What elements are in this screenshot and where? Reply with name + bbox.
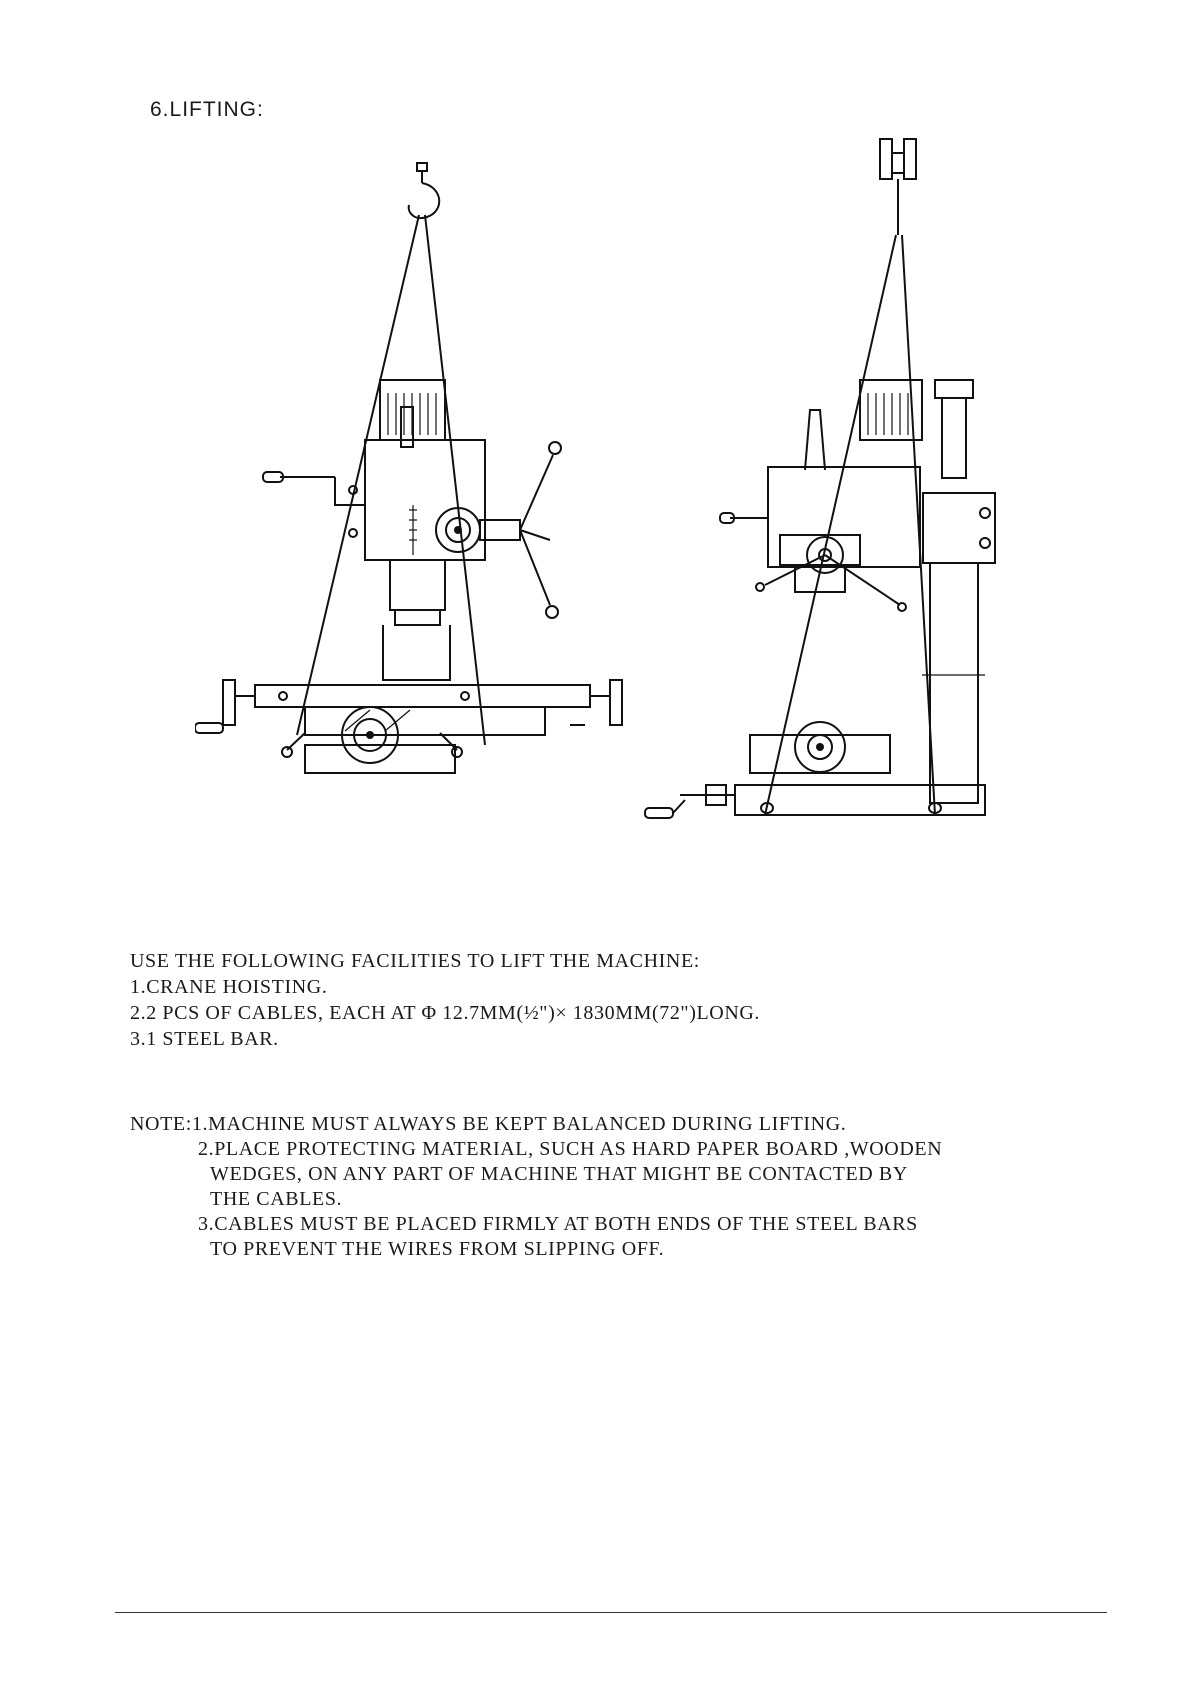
front-view-lifting-diagram	[195, 135, 625, 835]
lifting-notes	[130, 1112, 1130, 1262]
note-line: WEDGES, ON ANY PART OF MACHINE THAT MIGHT BE CONTACTED BY	[210, 1163, 908, 1185]
lifting-facilities	[130, 948, 1130, 1052]
side-view-lifting-diagram	[640, 135, 1030, 835]
footer-rule	[115, 1612, 1107, 1613]
note-line: TO PREVENT THE WIRES FROM SLIPPING OFF.	[210, 1238, 665, 1260]
facilities-heading: USE THE FOLLOWING FACILITIES TO LIFT THE MACHINE:	[130, 950, 700, 972]
note-line: 2.PLACE PROTECTING MATERIAL, SUCH AS HARD PAPER BOARD ,WOODEN	[198, 1138, 943, 1160]
note-line: THE CABLES.	[210, 1188, 343, 1210]
facility-item: 3.1 STEEL BAR.	[130, 1028, 279, 1050]
note-line: 3.CABLES MUST BE PLACED FIRMLY AT BOTH ENDS OF THE STEEL BARS	[198, 1213, 918, 1235]
note-line: NOTE:1.MACHINE MUST ALWAYS BE KEPT BALANCED DURING LIFTING.	[130, 1113, 847, 1135]
section-title: 6.LIFTING:	[150, 98, 264, 121]
facility-item: 2.2 PCS OF CABLES, EACH AT Φ 12.7MM(½")× 1830MM(72")LONG.	[130, 1002, 761, 1024]
facility-item: 1.CRANE HOISTING.	[130, 976, 328, 998]
